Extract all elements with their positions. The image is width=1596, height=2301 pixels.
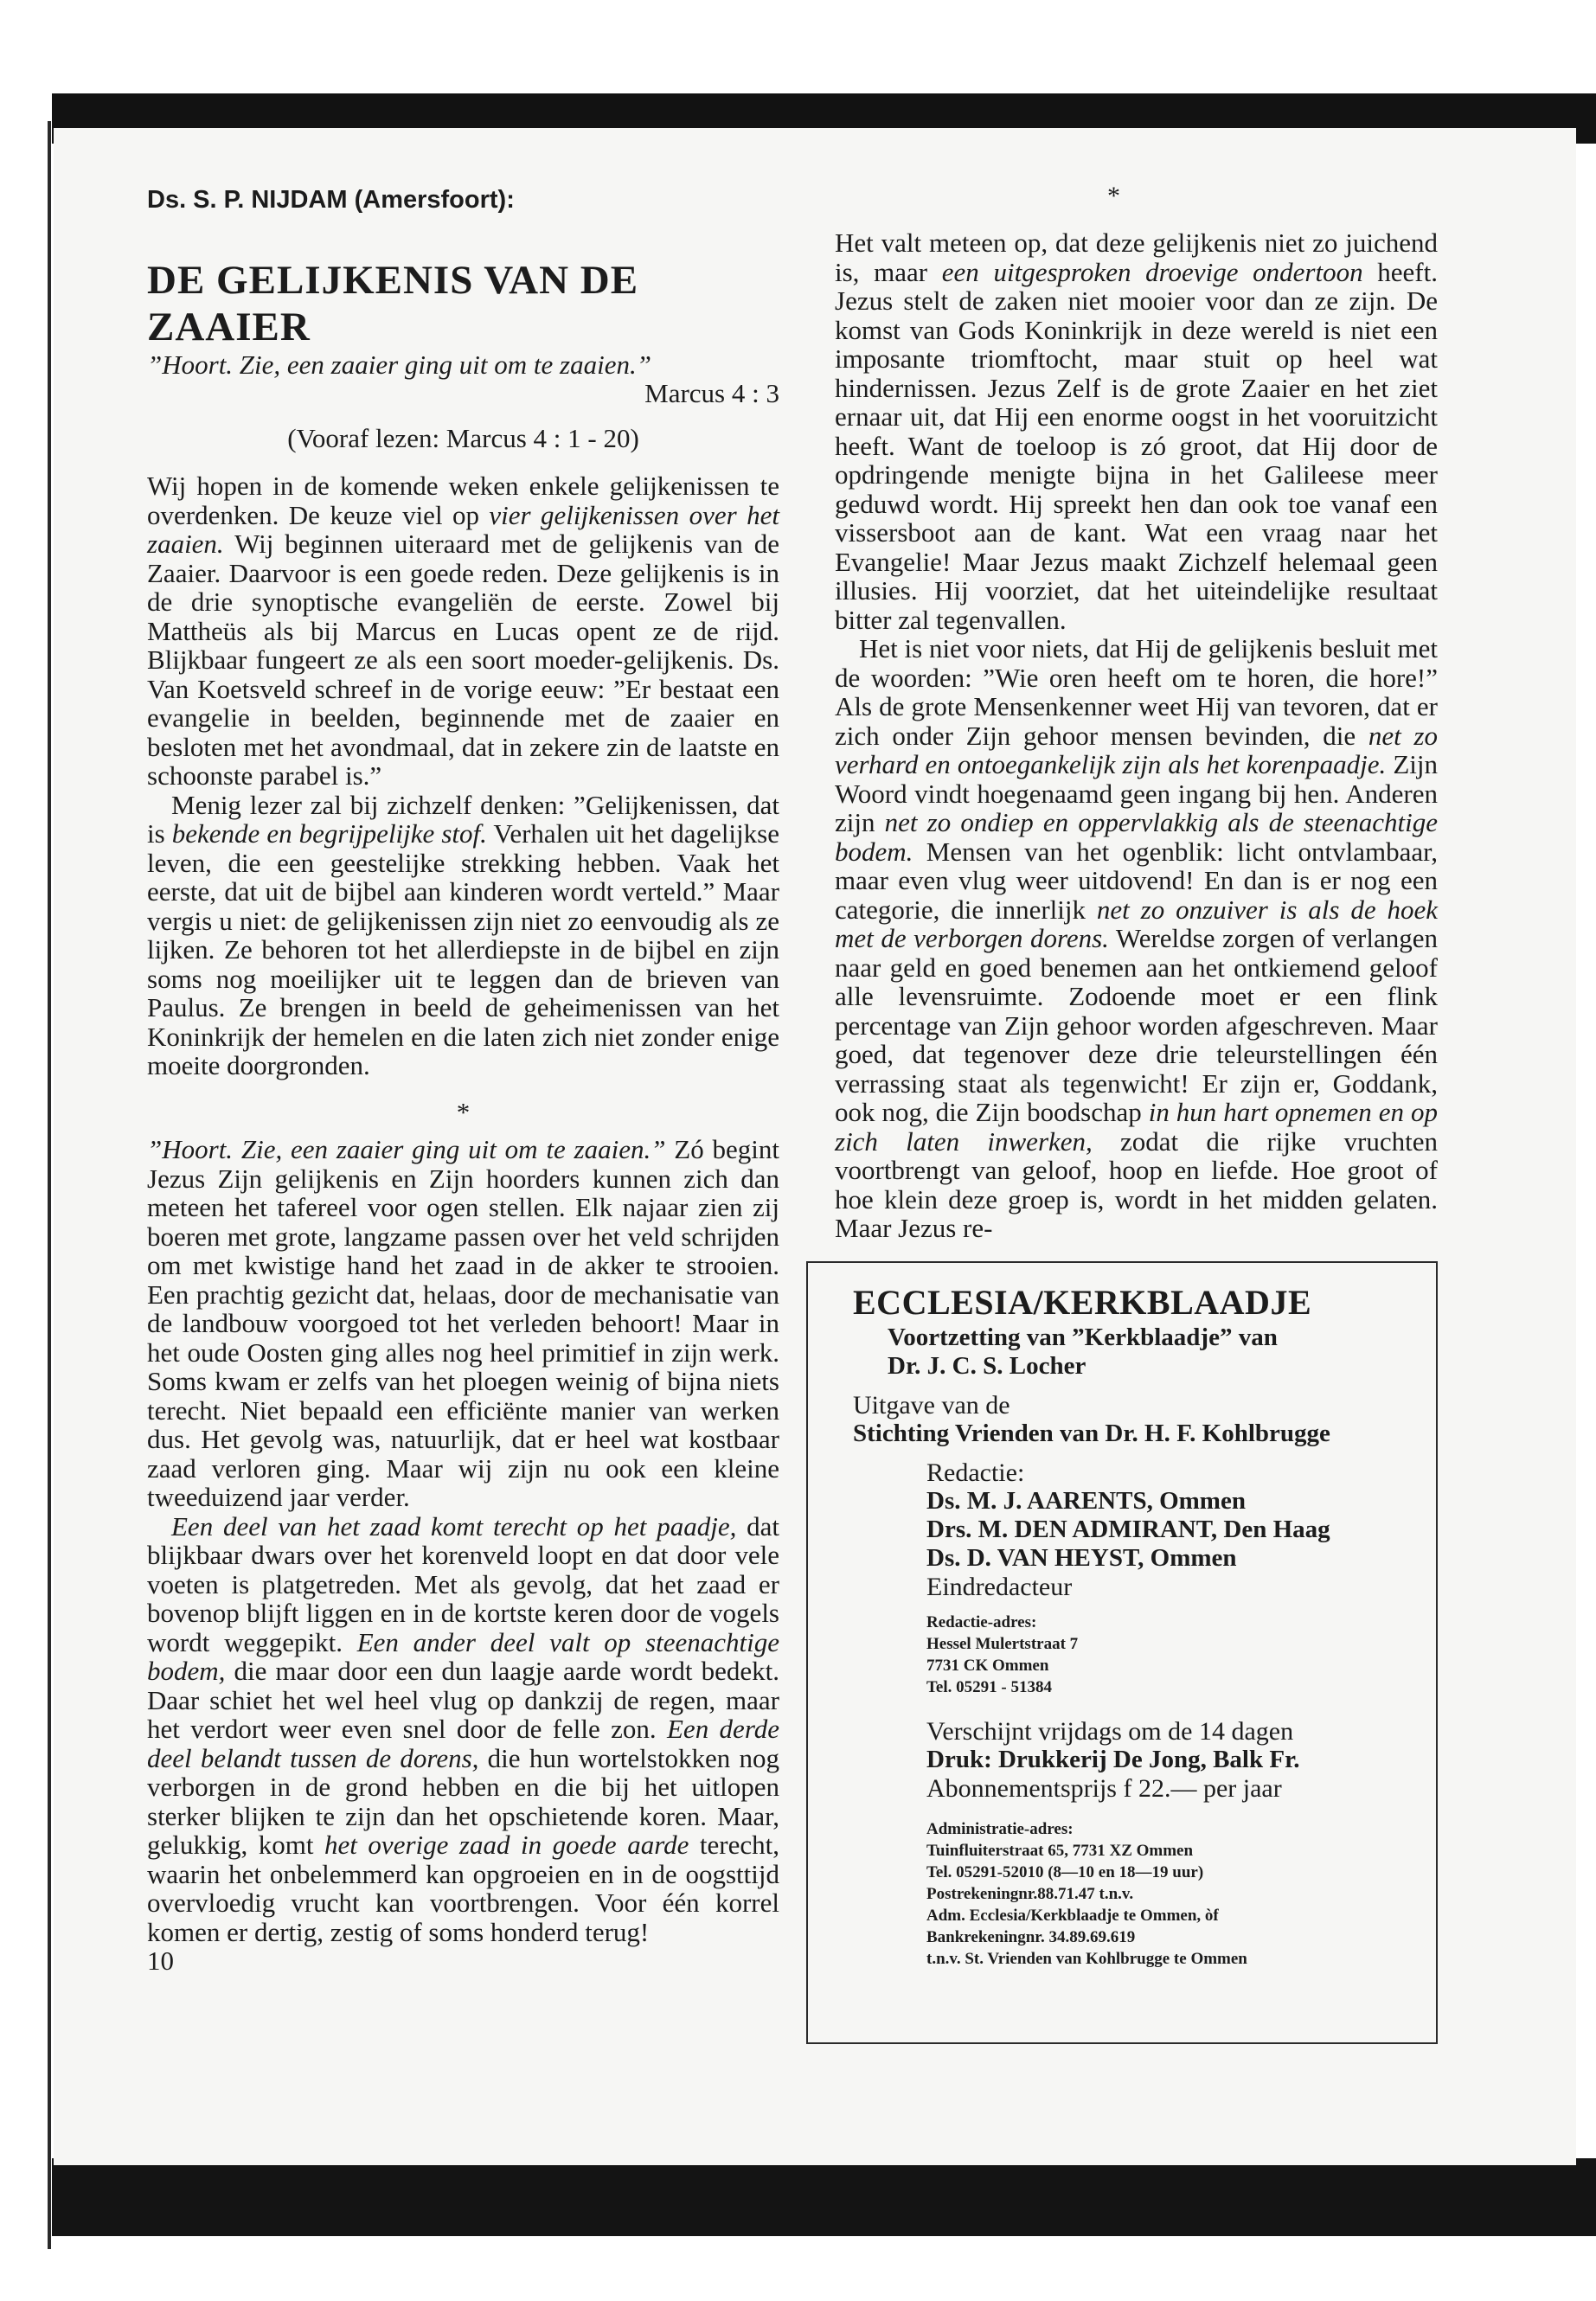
editorial-address bbox=[853, 1612, 1391, 1698]
subscription-price: Abonnementsprijs f 22.— per jaar bbox=[926, 1774, 1282, 1803]
article-right-column bbox=[835, 192, 1438, 1243]
epigraph-reference: Marcus 4 : 3 bbox=[644, 378, 779, 408]
editorial-address-line: Tel. 05291 - 51384 bbox=[926, 1678, 1052, 1696]
section-separator: * bbox=[456, 1096, 471, 1127]
admin-address-line: Adm. Ecclesia/Kerkblaadje te Ommen, òf bbox=[926, 1907, 1219, 1925]
publisher-line-2: Stichting Vrienden van Dr. H. F. Kohlbrugge bbox=[853, 1420, 1330, 1447]
publisher-line-1: Uitgave van de bbox=[853, 1391, 1010, 1420]
scan-bottom-border bbox=[52, 2158, 1596, 2236]
admin-address-line: t.n.v. St. Vrienden van Kohlbrugge te Ommen bbox=[926, 1950, 1247, 1968]
publication-frequency: Verschijnt vrijdags om de 14 dagen bbox=[926, 1717, 1294, 1746]
editorial-address-line: Redactie-adres: bbox=[926, 1613, 1037, 1631]
paragraph-1: Wij hopen in de komende weken enkele gelijkenissen te overdenken. De keuze viel op vier gelijkenissen over het zaaien. Wij beginnen uiteraard met de gelijkenis van de Zaaier. Daarvoor is een goede reden. Deze gelijkenis is in de drie synoptische evangeliën de eerste. Zowel bij Mattheüs als bij Marcus en Lucas opent ze de rijd. Blijkbaar fungeert ze als een soort moeder-gelijkenis. Ds. Van Koetsveld schreef in de vorige eeuw: ”Er bestaat een evangelie in beelden, beginnende met de zaaier en besloten met het avondmaal, dat in zekere zin de laatste en schoonste parabel is.” bbox=[147, 471, 779, 791]
continuation-line-2: Dr. J. C. S. Locher bbox=[888, 1352, 1086, 1380]
masthead-title: ECCLESIA/KERKBLAADJE bbox=[853, 1283, 1312, 1322]
admin-address-line: Tel. 05291-52010 (8—10 en 18—19 uur) bbox=[926, 1863, 1204, 1881]
continuation-line-1: Voortzetting van ”Kerkblaadje” van bbox=[888, 1324, 1278, 1351]
article-left-column bbox=[147, 186, 779, 1976]
paragraph-3: ”Hoort. Zie, een zaaier ging uit om te zaaien.” Zó begint Jezus Zijn gelijkenis en Zijn hoorders kunnen zich dan meteen het tafereel voor ogen stellen. Elk najaar zien zij boeren met grote, langzame passen over het veld schrijden om met kwistige hand het zaad in de akker te strooien. Een prachtig gezicht dat, helaas, door de mechanisatie van de landbouw voorgoed tot het verleden behoort! Maar in het oude Oosten ging alles nog heel primitief in zijn werk. Soms kwam er zelfs van het ploegen weinig of bijna niets terecht. Niet bepaald een efficiënte manier van werken dus. Het gevolg was, natuurlijk, dat er heel wat kostbaar zaad verloren ging. Maar wij zijn nu ook een kleine tweeduizend jaar verder. bbox=[147, 1134, 779, 1512]
editor-3: Ds. D. VAN HEYST, Ommen bbox=[926, 1544, 1237, 1572]
scan-left-edge bbox=[48, 121, 51, 2249]
page-number: 10 bbox=[147, 1945, 174, 1976]
paragraph-6: Het is niet voor niets, dat Hij de gelijkenis besluit met de woorden: ”Wie oren heeft om te horen, die hore!” Als de grote Mensenkenner weet Hij van tevoren, dat er zich onder Zijn gehoor mensen bevinden, die net zo verhard en ontoegankelijk zijn als het korenpaadje. Zijn Woord vindt hoegenaamd geen ingang bij hen. Anderen zijn net zo ondiep en oppervlakkig als de steenachtige bodem. Mensen van het ogenblik: licht ontvlambaar, maar even vlug weer uitdovend! En dan is er nog een categorie, die innerlijk net zo onzuiver is als de hoek met de verborgen dorens. Wereldse zorgen of verlangen naar geld en goed benemen aan het ontkiemend geloof alle levensruimte. Zodoende moet er een flink percentage van Zijn gehoor worden afgeschreven. Maar goed, dat tegenover deze drie teleurstellingen één verrassing staat als tegenwicht! Er zijn er, Goddank, ook nog, die Zijn boodschap in hun hart opnemen en op zich laten inwerken, zodat die rijke vruchten voortbrengt van geloof, hoop en liefde. Hoe groot of hoe klein deze groep is, wordt in het midden gelaten. Maar Jezus re- bbox=[835, 633, 1439, 1243]
printer: Druk: Drukkerij De Jong, Balk Fr. bbox=[926, 1746, 1300, 1773]
epigraph: ”Hoort. Zie, een zaaier ging uit om te zaaien.” bbox=[147, 349, 651, 380]
editorial-address-line: Hessel Mulertstraat 7 bbox=[926, 1635, 1079, 1653]
article-author: Ds. S. P. NIJDAM (Amersfoort): bbox=[147, 186, 515, 214]
admin-address-line: Bankrekeningnr. 34.89.69.619 bbox=[926, 1928, 1136, 1946]
editorial-address-line: 7731 CK Ommen bbox=[926, 1657, 1049, 1675]
article-title: DE GELIJKENIS VAN DE ZAAIER bbox=[147, 257, 639, 349]
admin-address-line: Administratie-adres: bbox=[926, 1820, 1074, 1838]
paragraph-5: Het valt meteen op, dat deze gelijkenis niet zo juichend is, maar een uitgesproken droevige ondertoon heeft. Jezus stelt de zaken niet mooier voor dan ze zijn. De komst van Gods Koninkrijk in deze wereld is niet een imposante triomftocht, maar stuit op heel wat hindernissen. Jezus Zelf is de grote Zaaier en het ziet ernaar uit, dat Hij een enorme oogst in het vooruitzicht heeft. Want de toeloop is zó groot, dat Hij door de opdringende menigte bijna in het Galileese meer geduwd wordt. Hij spreekt hen dan ook toe vanaf een vissersboot aan de kant. Wat een vraag naar het Evangelie! Maar Jezus maakt Zichzelf helemaal geen illusies. Hij voorziet, dat het uiteindelijke resultaat bitter zal tegenvallen. bbox=[835, 228, 1438, 635]
editor-1: Ds. M. J. AARENTS, Ommen bbox=[926, 1487, 1246, 1515]
colophon-box bbox=[806, 1261, 1438, 2044]
editor-in-chief-label: Eindredacteur bbox=[926, 1573, 1073, 1601]
editor-2: Drs. M. DEN ADMIRANT, Den Haag bbox=[926, 1516, 1330, 1543]
preread-note: (Vooraf lezen: Marcus 4 : 1 - 20) bbox=[287, 422, 639, 453]
admin-address-line: Postrekeningnr.88.71.47 t.n.v. bbox=[926, 1885, 1134, 1903]
administration-address bbox=[853, 1818, 1391, 1970]
section-separator-top: * bbox=[1107, 182, 1120, 210]
paragraph-2: Menig lezer zal bij zichzelf denken: ”Gelijkenissen, dat is bekende en begrijpelijke stof. Verhalen uit het dagelijkse leven, die een geestelijke strekking hebben. Vaak het eerste, dat uit de bijbel aan kinderen wordt verteld.” Maar vergis u niet: de gelijkenissen zijn niet zo eenvoudig als ze lijken. Ze behoren tot het allerdiepste in de bijbel en zijn soms nog moeilijker uit te leggen dan de brieven van Paulus. Ze brengen in beeld de geheimenissen van het Koninkrijk der hemelen en die laten zich niet zonder enige moeite doorgronden. bbox=[147, 789, 779, 1080]
admin-address-line: Tuinfluiterstraat 65, 7731 XZ Ommen bbox=[926, 1842, 1194, 1860]
editors-label: Redactie: bbox=[926, 1458, 1025, 1487]
paragraph-4: Een deel van het zaad komt terecht op het paadje, dat blijkbaar dwars over het korenveld loopt en dat door vele voeten is platgetreden. Met als gevolg, dat het zaad er bovenop blijft liggen en in de kortste keren door de vogels wordt weggepikt. Een ander deel valt op steenachtige bodem, die maar door een dun laagje aarde wordt bedekt. Daar schiet het wel heel vlug op dankzij de regen, maar het verdort weer even snel door de felle zon. Een derde deel belandt tussen de dorens, die hun wortelstokken nog verborgen in de grond hebben en die bij het uitlopen sterker blijken te zijn dan het opschietende koren. Maar, gelukkig, komt het overige zaad in goede aarde terecht, waarin het onbelemmerd kan opgroeien en in de oogsttijd overvloedig vrucht kan voortbrengen. Voor één korrel komen er dertig, zestig of soms honderd terug! bbox=[147, 1510, 779, 1947]
